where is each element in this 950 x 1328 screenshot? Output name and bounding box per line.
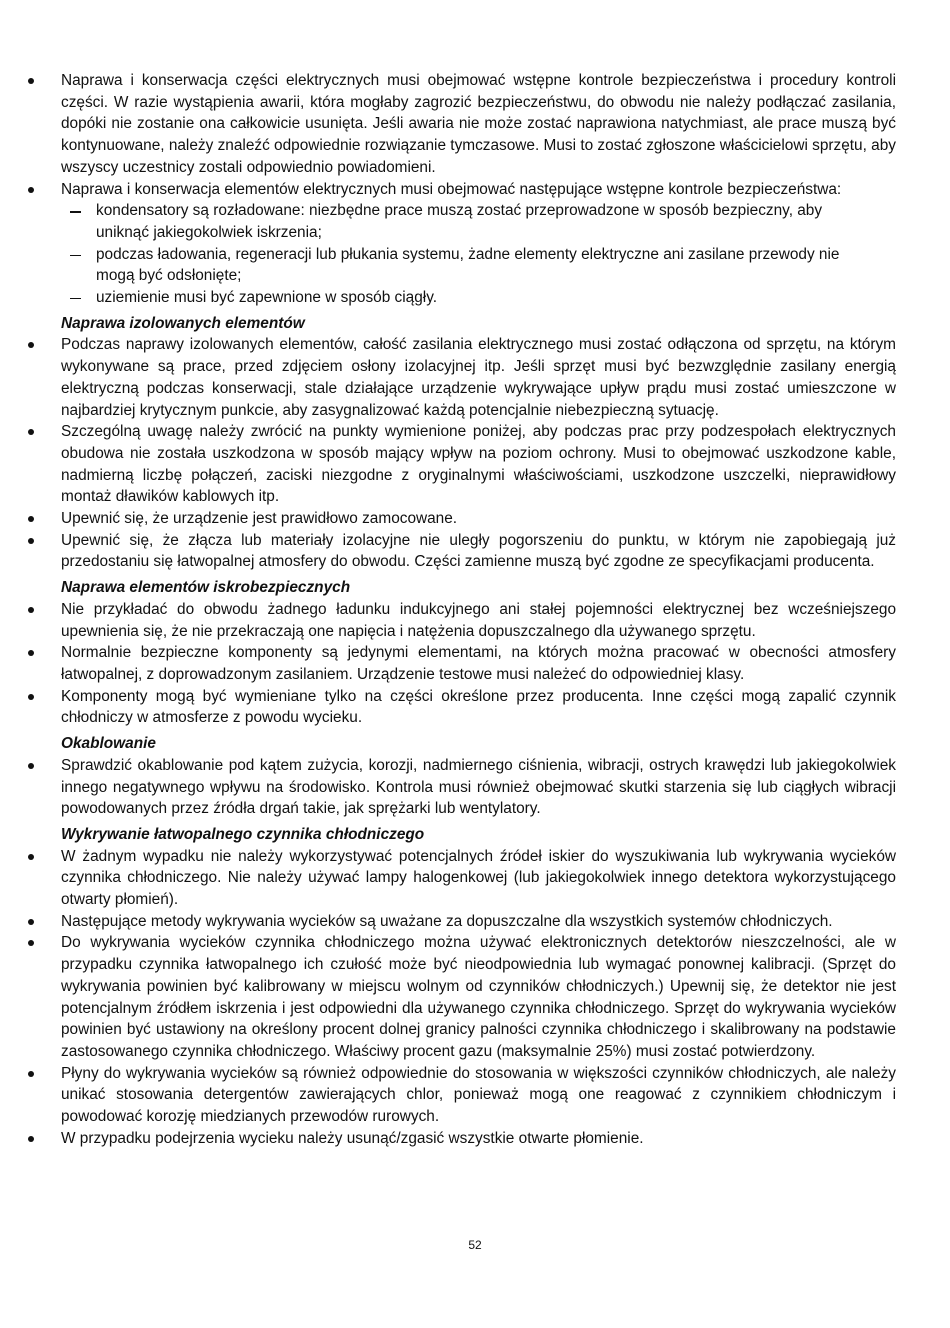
list-item xyxy=(0,755,950,820)
item-text: Upewnić się, że urządzenie jest prawidłowo zamocowane. xyxy=(61,510,458,528)
bullet-icon xyxy=(28,607,34,613)
item-text: W przypadku podejrzenia wycieku należy usunąć/zgasić wszystkie otwarte płomienie. xyxy=(61,1129,644,1147)
list-item xyxy=(0,846,950,911)
bullet-icon xyxy=(28,187,34,193)
item-text: Naprawa i konserwacja elementów elektrycznych musi obejmować następujące wstępne kontrole bezpieczeństwa: xyxy=(61,180,842,198)
list-item xyxy=(0,1063,950,1128)
list-item xyxy=(0,1128,950,1150)
dash-icon xyxy=(70,255,81,256)
dash-icon xyxy=(70,298,81,299)
item-text: Upewnić się, że złącza lub materiały izolacyjne nie uległy pogorszeniu do punktu, w którym nie zapobiegają już przedostaniu się łatwopalnej atmosfery do obwodu. Części zamienne muszą być zgodne ze specyfikacjami producenta. xyxy=(61,531,896,571)
bullet-icon xyxy=(28,854,34,860)
bullet-icon xyxy=(28,919,34,925)
list-item xyxy=(0,70,950,179)
list-item xyxy=(0,334,950,421)
item-text: Komponenty mogą być wymieniane tylko na części określone przez producenta. Inne części mogą zapalić czynnik chłodniczy w atmosferze z powodu wycieku. xyxy=(61,687,896,727)
section-heading: Naprawa elementów iskrobezpiecznych xyxy=(61,579,351,597)
subitem-text: uziemienie musi być zapewnione w sposób ciągły. xyxy=(96,289,438,307)
list-item xyxy=(0,530,950,573)
bullet-icon xyxy=(28,1071,34,1077)
list-item xyxy=(0,508,950,530)
list-item xyxy=(0,911,950,933)
bullet-icon xyxy=(28,516,34,522)
list-item xyxy=(0,686,950,729)
bullet-icon xyxy=(28,78,34,84)
item-text: Podczas naprawy izolowanych elementów, całość zasilania elektrycznego musi zostać odłączona od sprzętu, na którym wykonywane są prace, przed zdjęciem osłony izolacyjnej itp. Jeśli sprzęt musi być bezwzględnie zasilany energią elektryczną podczas konserwacji, stale działające urządzenie wykrywające upływ prądu musi zostać umieszczone w najbardziej krytycznym punkcie, aby zasygnalizować każdą potencjalnie niebezpieczną sytuację. xyxy=(61,336,896,419)
bullet-icon xyxy=(28,763,34,769)
bullet-icon xyxy=(28,940,34,946)
section-heading: Okablowanie xyxy=(61,735,156,753)
section-heading: Wykrywanie łatwopalnego czynnika chłodniczego xyxy=(61,825,425,843)
subitem-text: podczas ładowania, regeneracji lub płukania systemu, żadne elementy elektryczne ani zasilane przewody nie mogą być odsłonięte; xyxy=(96,245,840,285)
dash-icon xyxy=(70,211,81,212)
bullet-icon xyxy=(28,342,34,348)
bullet-icon xyxy=(28,650,34,656)
bullet-icon xyxy=(28,1136,34,1142)
item-text: Naprawa i konserwacja części elektrycznych musi obejmować wstępne kontrole bezpieczeństwa i procedury kontroli części. W razie wystąpienia awarii, która mogłaby zagrozić bezpieczeństwu, do obwodu nie należy podłączać zasilania, dopóki nie zostanie ona całkowicie usunięta. Jeśli awaria nie może zostać naprawiona natychmiast, ale prace muszą być kontynuowane, należy znaleźć odpowiednie rozwiązanie tymczasowe. Musi to zostać zgłoszone właścicielowi sprzętu, aby wszyscy uczestnicy zostali odpowiednio powiadomieni. xyxy=(61,72,896,176)
item-text: Sprawdzić okablowanie pod kątem zużycia, korozji, nadmiernego ciśnienia, wibracji, ostrych krawędzi lub jakiegokolwiek innego negatywnego wpływu na środowisko. Kontrola musi również obejmować skutki starzenia się lub ciągłych wibracji powodowanych przez źródła drgań takie, jak sprężarki lub wentylatory. xyxy=(61,756,896,818)
bullet-icon xyxy=(28,538,34,544)
list-item xyxy=(0,599,950,642)
item-text: Płyny do wykrywania wycieków są również odpowiednie do stosowania w większości czynników chłodniczych, ale należy unikać stosowania detergentów zawierających chlor, ponieważ mogą one reagować z czynnikiem chłodniczym i powodować korozję miedzianych przewodów rurowych. xyxy=(61,1064,896,1126)
bullet-icon xyxy=(28,429,34,435)
item-text: Nie przykładać do obwodu żadnego ładunku indukcyjnego ani stałej pojemności elektrycznej bez wcześniejszego upewnienia się, że nie przekraczają one napięcia i natężenia dopuszczalnego dla używanego sprzętu. xyxy=(61,600,896,640)
item-text: Szczególną uwagę należy zwrócić na punkty wymienione poniżej, aby podczas prac przy podzespołach elektrycznych obudowa nie została uszkodzona w sposób mający wpływ na poziom ochrony. Musi to obejmować uszkodzone kable, nadmierną liczbę połączeń, zaciski niezgodne z oryginalnymi właściwościami, uszkodzone uszczelki, nieprawidłowy montaż dławików kablowych itp. xyxy=(61,423,896,506)
item-text: W żadnym wypadku nie należy wykorzystywać potencjalnych źródeł iskier do wyszukiwania lub wykrywania wycieków czynnika chłodniczego. Nie należy używać lampy halogenkowej (lub jakiegokolwiek innego detektora wykorzystującego otwarty płomień). xyxy=(61,847,896,909)
sub-list-item xyxy=(0,287,950,309)
sub-list-item xyxy=(0,200,950,243)
page-number: 52 xyxy=(468,1238,482,1252)
list-item xyxy=(0,932,950,1062)
bullet-icon xyxy=(28,694,34,700)
subitem-text: kondensatory są rozładowane: niezbędne prace muszą zostać przeprowadzone w sposób bezpieczny, aby uniknąć jakiegokolwiek iskrzenia; xyxy=(96,202,823,241)
list-item xyxy=(0,179,950,201)
sub-list-item xyxy=(0,244,950,287)
list-item xyxy=(0,421,950,508)
item-text: Normalnie bezpieczne komponenty są jedynymi elementami, na których można pracować w obecności atmosfery łatwopalnej, z doprowadzonym zasilaniem. Urządzenie testowe musi należeć do odpowiedniej klasy. xyxy=(61,644,896,683)
document-page xyxy=(0,70,950,1149)
item-text: Następujące metody wykrywania wycieków są uważane za dopuszczalne dla wszystkich systemów chłodniczych. xyxy=(61,912,833,930)
list-item xyxy=(0,642,950,685)
section-heading: Naprawa izolowanych elementów xyxy=(61,314,305,332)
item-text: Do wykrywania wycieków czynnika chłodniczego można używać elektronicznych detektorów nieszczelności, ale w przypadku czynnika łatwopalnego ich czułość może być nieodpowiednia lub wymagać ponownej kalibracji. (Sprzęt do wykrywania powinien być kalibrowany w miejscu wolnym od czynników chłodniczych.) Upewnij się, że detektor nie jest potencjalnym źródłem iskrzenia i jest odpowiedni dla używanego czynnika chłodniczego. Sprzęt do wykrywania wycieków powinien być ustawiony na określony procent dolnej granicy palności czynnika chłodniczego i skalibrowany na podstawie zastosowanego czynnika chłodniczego. Właściwy procent gazu (maksymalnie 25%) musi zostać potwierdzony. xyxy=(61,934,896,1060)
